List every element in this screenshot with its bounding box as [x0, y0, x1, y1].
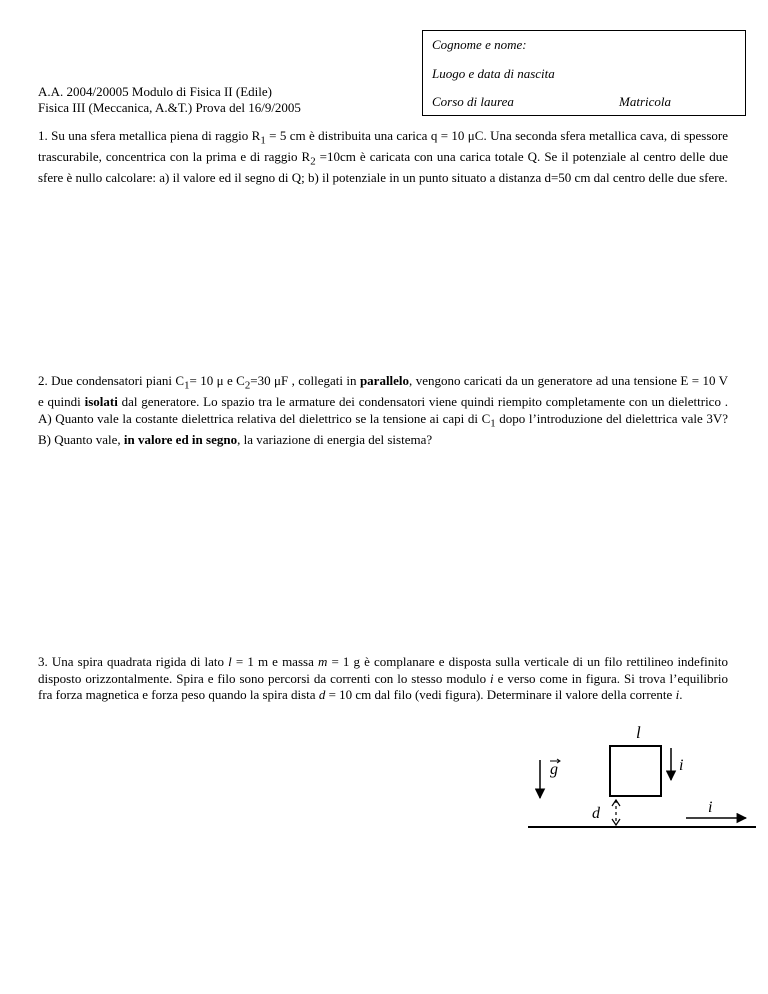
name-field-label: Cognome e nome:: [432, 37, 527, 52]
problem-2: 2. Due condensatori piani $C_1= 10$ μ e $C_2=30$ μF , collegati in parallelo, vengono caricati da un generatore ad una tensione E = 10 V e quindi isolati dal generatore. Lo spazio tra le armature dei condensatori viene quindi riempito completamente con un dielettrico . A) Quanto vale la costante dielettrica relativa del dielettrico se la tensione ai capi di $C_1$ dopo l’introduzione del dielettrica vale 3V? B) Quanto vale, in valore ed in segno, la variazione di energia del sistema?: [38, 373, 728, 447]
distance-label: d: [592, 805, 600, 822]
problem-3: 3. Una spira quadrata rigida di lato l = 1 m e massa m = 1 g è complanare e disposta sulla verticale di un filo rettilineo indefinito disposto orizzontalmente. Spira e filo sono percorsi da correnti con lo stesso modulo i e verso come in figura. Si trova l’equilibrio fra forza magnetica e forza peso quando la spira dista d = 10 cm dal filo (vedi figura). Determinare il valore della corrente i.: [38, 654, 728, 702]
birth-field-label: Luogo e data di nascita: [432, 66, 555, 81]
problem-1: 1. Su una sfera metallica piena di raggio $R_1 = 5$ cm è distribuita una carica q = 10 μC. Una seconda sfera metallica cava, di spessore trascurabile, concentrica con la prima e di raggio $R_2 =10cm$ è caricata con una carica totale Q. Se il potenziale al centro delle due sfere è nullo calcolare: a) il valore ed il segno di Q; b) il potenziale in un punto situato a distanza d=50 cm dal centro delle due sfere.: [38, 128, 729, 186]
course-header-line2: Fisica III (Meccanica, A.&T.) Prova del 16/9/2005: [38, 100, 301, 115]
student-id-field-label: Matricola: [619, 94, 671, 109]
square-loop: [610, 746, 661, 796]
gravity-label: g: [550, 761, 558, 778]
loop-current-label: i: [679, 757, 684, 774]
side-length-label: l: [636, 723, 641, 742]
course-field-label: Corso di laurea: [432, 94, 514, 109]
student-info-box: [422, 30, 746, 116]
course-header-line1: A.A. 2004/20005 Modulo di Fisica II (Edile): [38, 84, 272, 99]
wire-current-label: i: [708, 799, 713, 816]
loop-wire-figure: [520, 718, 760, 838]
